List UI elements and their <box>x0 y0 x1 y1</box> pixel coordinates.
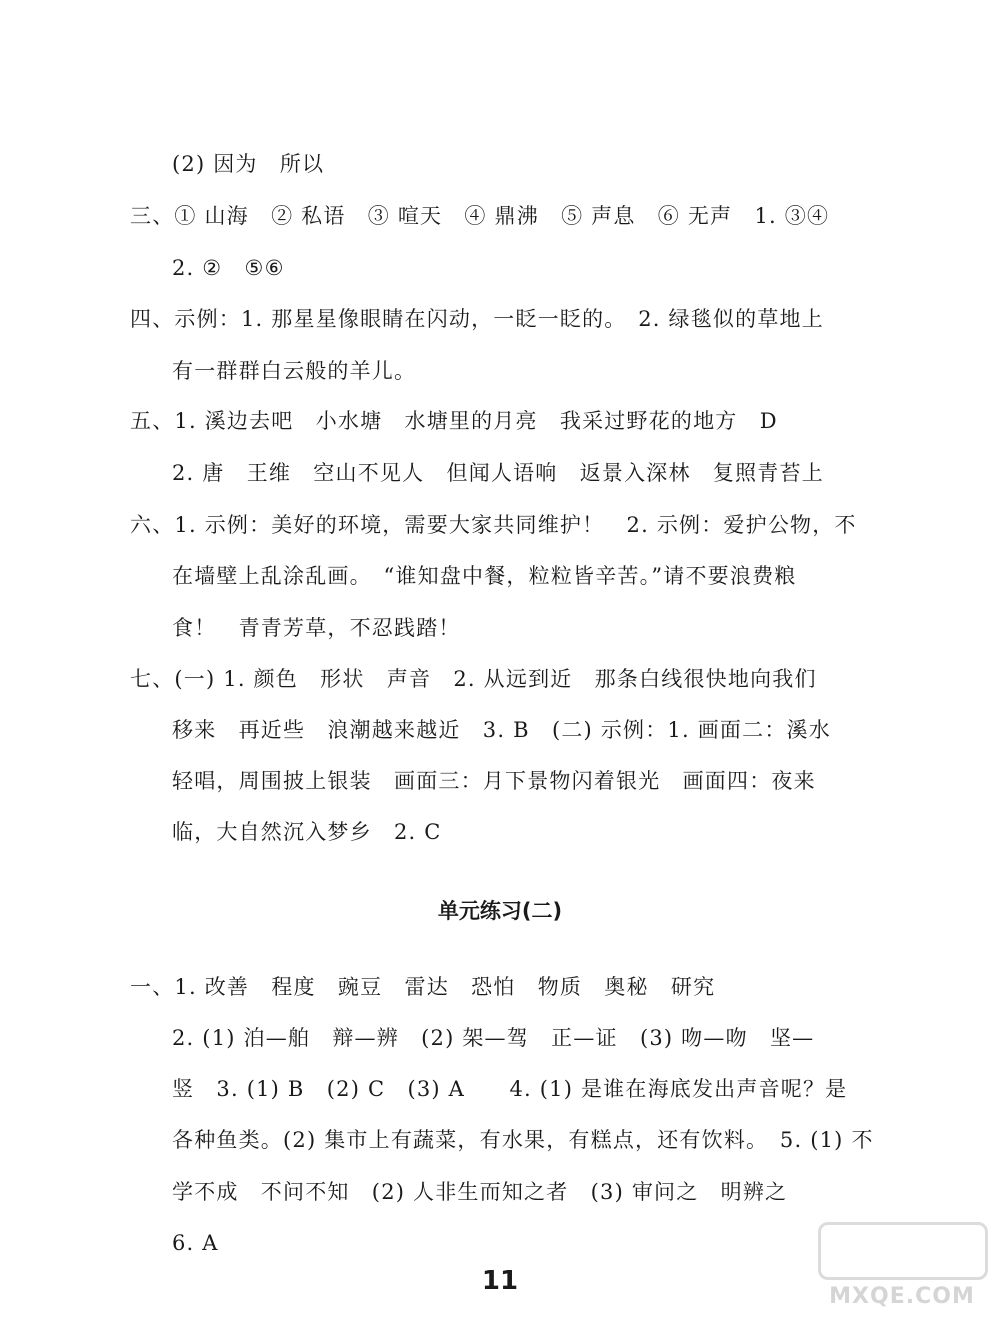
watermark <box>812 1222 992 1318</box>
watermark-url: MXQE.COM <box>829 1284 975 1309</box>
answer-line-7-cont-2: 轻唱，周围披上银装 画面三：月下景物闪着银光 画面四：夜来 <box>172 769 816 793</box>
answer-section-3: 三、① 山海 ② 私语 ③ 喧天 ④ 鼎沸 ⑤ 声息 ⑥ 无声 1. ③④ <box>130 204 830 228</box>
answer-section-5: 五、1. 溪边去吧 小水塘 水塘里的月亮 我采过野花的地方 D <box>130 409 778 433</box>
answer-line-6-cont-2: 食！ 青青芳草，不忍践踏！ <box>172 616 461 640</box>
answer-line-7-cont-1: 移来 再近些 浪潮越来越近 3. B (二) 示例：1. 画面二：溪水 <box>172 718 831 742</box>
answer-line-4-cont: 有一群群白云般的羊儿。 <box>172 359 417 383</box>
unit2-line-1-2: 2. (1) 泊—舶 辩—辨 (2) 架—驾 正—证 (3) 吻—吻 坚— <box>172 1026 815 1050</box>
watermark-logo-icon <box>818 1222 988 1280</box>
answer-section-6: 六、1. 示例：美好的环境，需要大家共同维护！ 2. 示例：爱护公物，不 <box>130 513 857 537</box>
unit2-line-1-6: 6. A <box>172 1231 219 1255</box>
unit2-section-1: 一、1. 改善 程度 豌豆 雷达 恐怕 物质 奥秘 研究 <box>130 975 716 999</box>
answer-line-2-2: (2) 因为 所以 <box>172 152 325 176</box>
unit2-line-1-5: 学不成 不问不知 (2) 人非生而知之者 (3) 审问之 明辨之 <box>172 1180 788 1204</box>
section-title: 单元练习(二) <box>437 899 563 923</box>
answer-line-5-2: 2. 唐 王维 空山不见人 但闻人语响 返景入深林 复照青苔上 <box>172 461 824 485</box>
answer-section-7: 七、(一) 1. 颜色 形状 声音 2. 从远到近 那条白线很快地向我们 <box>130 667 817 691</box>
page-number: 11 <box>481 1266 519 1296</box>
answer-line-3-2: 2. ② ⑤⑥ <box>172 256 285 280</box>
unit2-line-1-4: 各种鱼类。(2) 集市上有蔬菜，有水果，有糕点，还有饮料。 5. (1) 不 <box>172 1128 874 1152</box>
answer-line-6-cont-1: 在墙壁上乱涂乱画。 “谁知盘中餐，粒粒皆辛苦。”请不要浪费粮 <box>172 564 797 588</box>
unit2-line-1-3: 竖 3. (1) B (2) C (3) A 4. (1) 是谁在海底发出声音呢？是 <box>172 1077 848 1101</box>
answer-line-7-cont-3: 临，大自然沉入梦乡 2. C <box>172 820 442 844</box>
answer-section-4: 四、示例：1. 那星星像眼睛在闪动，一眨一眨的。 2. 绿毯似的草地上 <box>130 307 824 331</box>
